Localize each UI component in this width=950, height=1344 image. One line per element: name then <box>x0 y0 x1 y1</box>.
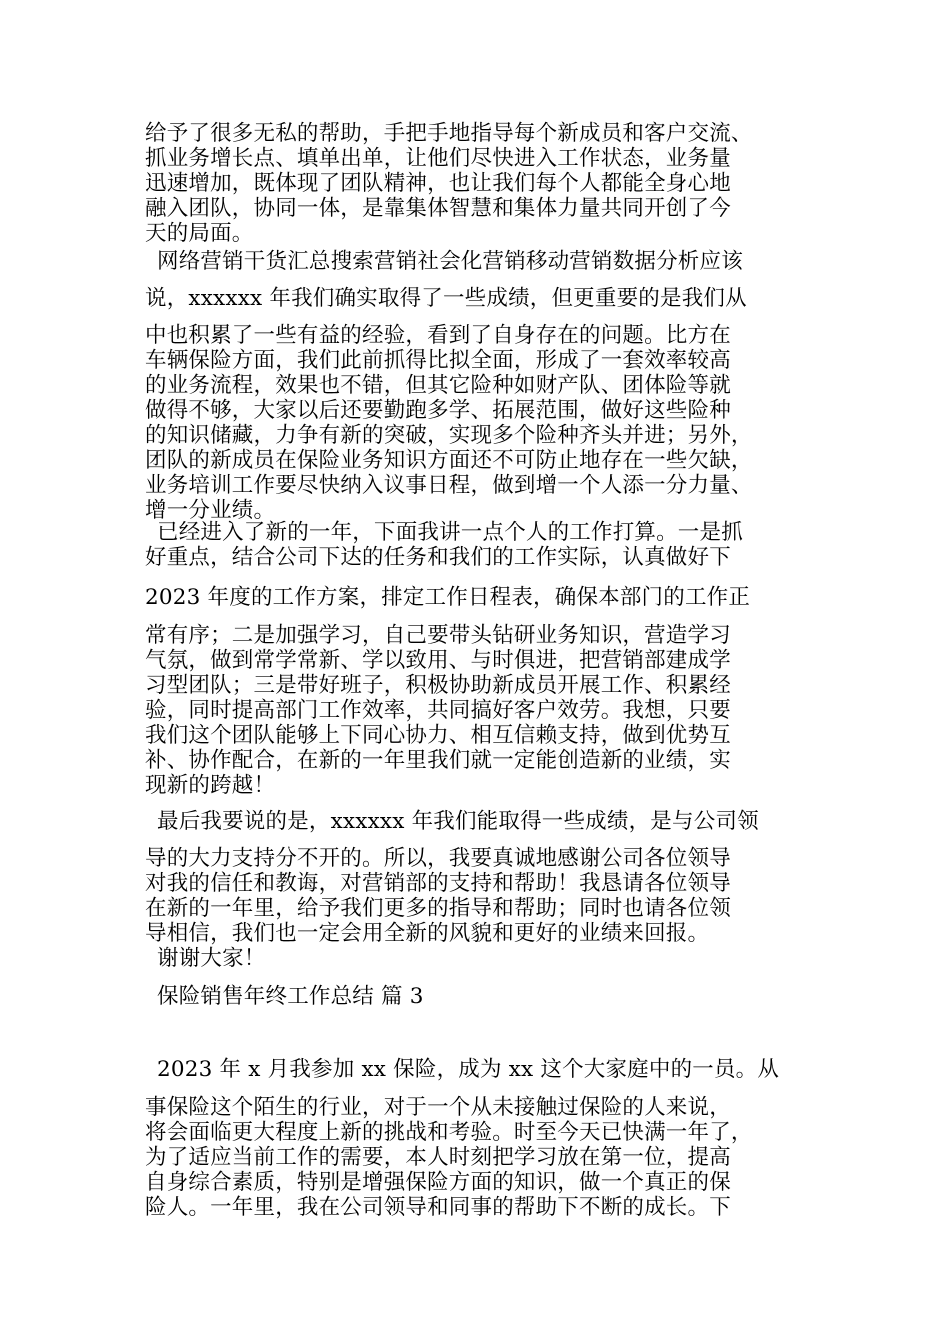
text-line: 业务培训工作要尽快纳入议事日程，做到增一个人添一分力量、 <box>145 473 753 498</box>
text-line: 的业务流程，效果也不错，但其它险种如财产队、团体险等就 <box>145 373 731 398</box>
text-line: 导的大力支持分不开的。所以，我要真诚地感谢公司各位领导 <box>145 846 731 871</box>
text-line: 给予了很多无私的帮助，手把手地指导每个新成员和客户交流、 <box>145 121 753 146</box>
text-line: 天的局面。 <box>145 221 254 246</box>
text-line: 谢谢大家！ <box>157 946 266 971</box>
text-line: 已经进入了新的一年，下面我讲一点个人的工作打算。一是抓 <box>157 520 743 545</box>
text-line: 为了适应当前工作的需要，本人时刻把学习放在第一位，提高 <box>145 1145 731 1170</box>
text-line: 2023 年 x 月我参加 xx 保险，成为 xx 这个大家庭中的一员。从 <box>157 1057 780 1082</box>
text-line: 说，xxxxxx 年我们确实取得了一些成绩，但更重要的是我们从 <box>145 286 747 311</box>
text-line: 常有序；二是加强学习，自己要带头钻研业务知识，营造学习 <box>145 623 731 648</box>
text-line: 融入团队，协同一体，是靠集体智慧和集体力量共同开创了今 <box>145 196 731 221</box>
text-line: 车辆保险方面，我们此前抓得比拟全面，形成了一套效率较高 <box>145 348 731 373</box>
text-line: 2023 年度的工作方案，排定工作日程表，确保本部门的工作正 <box>145 585 751 610</box>
text-line: 险人。一年里，我在公司领导和同事的帮助下不断的成长。下 <box>145 1195 731 1220</box>
text-line: 现新的跨越！ <box>145 773 276 798</box>
text-line: 补、协作配合，在新的一年里我们就一定能创造新的业绩，实 <box>145 748 731 773</box>
text-line: 导相信，我们也一定会用全新的风貌和更好的业绩来回报。 <box>145 921 710 946</box>
text-line: 迅速增加，既体现了团队精神，也让我们每个人都能全身心地 <box>145 171 731 196</box>
text-line: 我们这个团队能够上下同心协力、相互信赖支持，做到优势互 <box>145 723 731 748</box>
text-line: 在新的一年里，给予我们更多的指导和帮助；同时也请各位领 <box>145 896 731 921</box>
text-line: 验，同时提高部门工作效率，共同搞好客户效劳。我想，只要 <box>145 698 731 723</box>
text-line: 习型团队；三是带好班子，积极协助新成员开展工作、积累经 <box>145 673 731 698</box>
text-line: 好重点，结合公司下达的任务和我们的工作实际，认真做好下 <box>145 545 731 570</box>
text-line: 自身综合素质，特别是增强保险方面的知识，做一个真正的保 <box>145 1170 731 1195</box>
text-line: 气氛，做到常学常新、学以致用、与时俱进，把营销部建成学 <box>145 648 731 673</box>
text-line: 事保险这个陌生的行业，对于一个从未接触过保险的人来说， <box>145 1095 731 1120</box>
text-line: 抓业务增长点、填单出单，让他们尽快进入工作状态，业务量 <box>145 146 731 171</box>
text-line: 中也积累了一些有益的经验，看到了自身存在的问题。比方在 <box>145 323 731 348</box>
text-line: 网络营销干货汇总搜索营销社会化营销移动营销数据分析应该 <box>157 249 743 274</box>
text-line: 对我的信任和教诲，对营销部的支持和帮助！我恳请各位领导 <box>145 871 731 896</box>
text-line: 将会面临更大程度上新的挑战和考验。时至今天已快满一年了， <box>145 1120 753 1145</box>
text-line: 做得不够，大家以后还要勤跑多学、拓展范围，做好这些险种 <box>145 398 731 423</box>
text-line: 最后我要说的是，xxxxxx 年我们能取得一些成绩，是与公司领 <box>157 809 759 834</box>
text-line: 增一分业绩。 <box>145 498 276 523</box>
text-line: 团队的新成员在保险业务知识方面还不可防止地存在一些欠缺， <box>145 448 753 473</box>
section-heading: 保险销售年终工作总结 篇 3 <box>157 984 424 1009</box>
text-line: 的知识储藏，力争有新的突破，实现多个险种齐头并进；另外， <box>145 423 753 448</box>
